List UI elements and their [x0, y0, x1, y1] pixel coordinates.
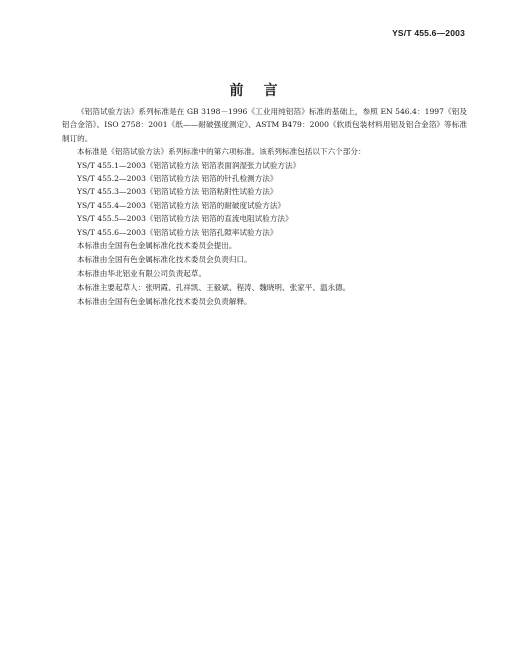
document-code: YS/T 455.6—2003	[392, 28, 465, 38]
foreword-body	[62, 105, 467, 309]
page-title: 前言	[229, 83, 298, 99]
interpretation-statement: 本标准由全国有色金属标准化技术委员会负责解释。	[77, 297, 252, 307]
centralized-statement: 本标准由全国有色金属标准化技术委员会负责归口。	[77, 255, 252, 265]
list-item: YS/T 455.6—2003《铝箔试验方法 铝箔孔隙率试验方法》	[77, 227, 278, 237]
list-item: YS/T 455.2—2003《铝箔试验方法 铝箔的针孔检测方法》	[77, 174, 278, 184]
parts-list	[62, 159, 467, 239]
list-item: YS/T 455.3—2003《铝箔试验方法 铝箔粘附性试验方法》	[77, 187, 278, 197]
closing-statements	[62, 239, 467, 309]
series-intro-paragraph: 本标准是《铝箔试验方法》系列标准中的第六项标准。该系列标准包括以下六个部分：	[77, 147, 366, 157]
list-item: YS/T 455.1—2003《铝箔试验方法 铝箔表面润湿张力试验方法》	[77, 160, 301, 170]
drafters-statement: 本标准主要起草人：张明霞、孔祥凯、王毅斌、程涛、魏晓明、张家平、温永德。	[77, 283, 351, 293]
intro-paragraph: 《铝箔试验方法》系列标准是在 GB 3198－1996《工业用纯铝箔》标准的基础上，参照 EN 546.4：1997《铝及铝合金箔》、ISO 2758：2001《纸——耐破强度测定》、ASTM B479：2000《软质包装材料用铝及铝合金箔》等标准制订的。	[62, 107, 467, 143]
proposer-statement: 本标准由全国有色金属标准化技术委员会提出。	[77, 241, 237, 251]
list-item: YS/T 455.5—2003《铝箔试验方法 铝箔的直流电阻试验方法》	[77, 214, 293, 224]
drafting-org-statement: 本标准由华北铝业有限公司负责起草。	[77, 269, 207, 279]
list-item: YS/T 455.4—2003《铝箔试验方法 铝箔的耐破度试验方法》	[77, 200, 286, 210]
